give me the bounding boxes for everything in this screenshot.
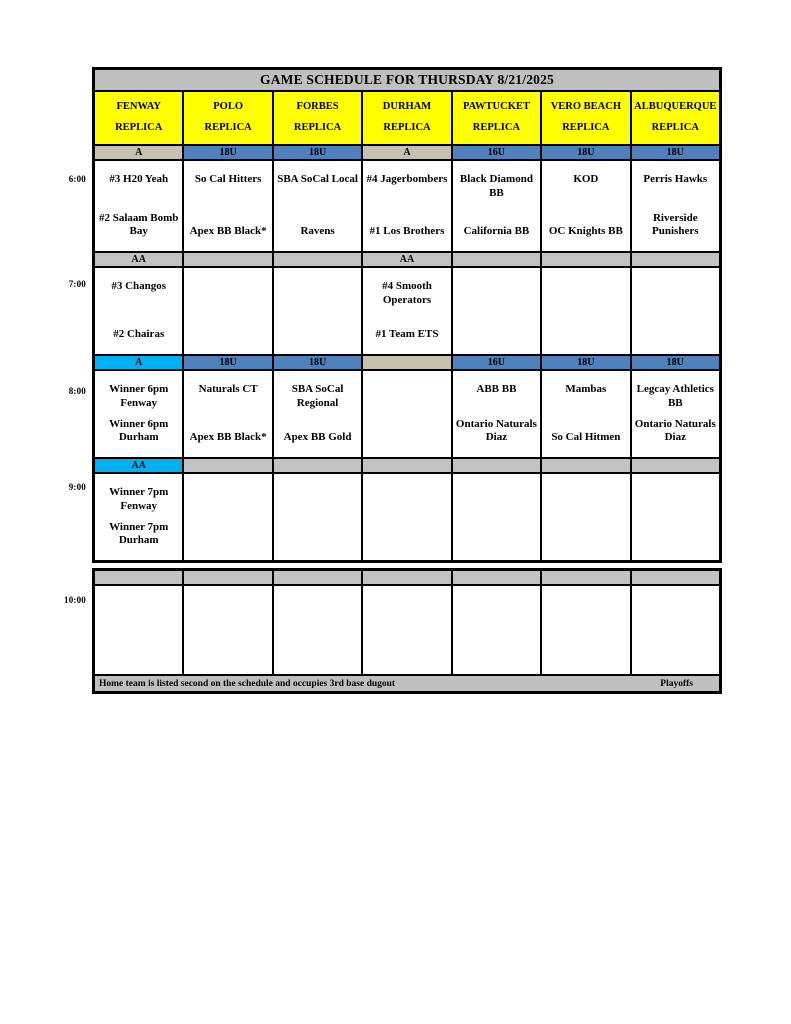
division-cell: [542, 571, 629, 584]
division-label: A: [135, 146, 143, 158]
division-label: 18U: [577, 146, 595, 158]
column-header: [632, 92, 719, 144]
team-name-away: Winner 6pm Fenway: [109, 383, 169, 409]
team-name-home: Riverside Punishers: [652, 211, 699, 238]
team-name-away: KOD: [573, 173, 599, 185]
game-row: [95, 161, 719, 251]
division-cell: [453, 146, 540, 159]
venue-sub-label: REPLICA: [562, 122, 610, 134]
venue-sub-label: REPLICA: [383, 122, 431, 134]
team-name-home: Apex BB Black*: [189, 225, 267, 238]
division-cell: [453, 356, 540, 369]
team-name-home: So Cal Hitmen: [551, 431, 621, 444]
venue-sub-label: REPLICA: [472, 122, 521, 134]
division-cell: [184, 356, 271, 369]
venue-name: DURHAM: [382, 101, 432, 113]
division-cell: [632, 253, 719, 266]
division-cell: [184, 571, 271, 584]
division-cell: [363, 146, 450, 159]
team-name-away: SBA SoCal Regional: [291, 383, 344, 409]
game-cell: [453, 371, 540, 457]
column-header: [363, 92, 450, 144]
team-name-away: #3 H20 Yeah: [109, 173, 169, 185]
team-name-home: Apex BB Black*: [189, 431, 267, 444]
team-name-away: Naturals CT: [198, 383, 258, 395]
game-cell: [95, 161, 182, 251]
schedule-table: [92, 67, 722, 694]
team-name-away: Mambas: [565, 383, 607, 395]
team-name-away: SBA SoCal Local: [277, 173, 358, 185]
division-cell: [363, 356, 450, 369]
game-cell: [453, 161, 540, 251]
division-cell: [184, 459, 271, 472]
game-cell: [363, 474, 450, 560]
team-name-home: #1 Team ETS: [375, 328, 439, 341]
division-label: A: [135, 356, 143, 368]
game-cell: [184, 586, 271, 674]
game-cell: [95, 474, 182, 560]
division-label: 18U: [666, 356, 684, 368]
team-name-home: California BB: [463, 225, 530, 238]
division-cell: [184, 253, 271, 266]
division-row: [95, 459, 719, 472]
game-cell: [632, 586, 719, 674]
time-label: 7:00: [68, 279, 86, 289]
game-cell: [363, 268, 450, 354]
game-cell: [542, 161, 629, 251]
game-row: [95, 586, 719, 674]
division-label: 18U: [219, 146, 237, 158]
game-cell: [542, 474, 629, 560]
venue-name: FORBES: [296, 101, 339, 113]
team-name-away: ABB BB: [476, 383, 517, 395]
division-cell: [95, 459, 182, 472]
team-name-away: So Cal Hitters: [194, 173, 262, 185]
title-row: [95, 70, 719, 90]
division-row: [95, 146, 719, 159]
division-label: 18U: [308, 146, 327, 158]
division-cell: [542, 146, 629, 159]
game-cell: [363, 586, 450, 674]
game-cell: [632, 161, 719, 251]
division-cell: [274, 571, 361, 584]
game-cell: [274, 371, 361, 457]
team-name-away: Legcay Athletics BB: [636, 383, 714, 409]
division-cell: [453, 459, 540, 472]
game-cell: [542, 268, 629, 354]
game-cell: [184, 161, 271, 251]
schedule-section-upper: [92, 67, 722, 563]
venue-name: VERO BEACH: [550, 101, 621, 113]
game-cell: [632, 474, 719, 560]
game-cell: [184, 474, 271, 560]
game-cell: [184, 268, 271, 354]
division-row: [95, 571, 719, 584]
division-cell: [542, 356, 629, 369]
division-label: AA: [131, 253, 146, 265]
game-cell: [363, 371, 450, 457]
team-name-away: Black Diamond BB: [459, 173, 533, 199]
team-name-home: Winner 7pm Durham: [109, 520, 169, 547]
venue-sub-label: REPLICA: [651, 122, 699, 134]
division-label: AA: [131, 459, 146, 471]
game-cell: [274, 268, 361, 354]
column-header: [95, 92, 182, 144]
division-label: 18U: [219, 356, 237, 368]
division-cell: [95, 253, 182, 266]
team-name-home: Ontario Naturals Diaz: [634, 417, 716, 444]
division-label: AA: [399, 253, 415, 265]
division-label: 18U: [666, 146, 684, 158]
division-cell: [184, 146, 271, 159]
venue-sub-label: REPLICA: [115, 122, 163, 134]
game-cell: [453, 474, 540, 560]
time-label: 8:00: [68, 386, 86, 396]
game-cell: [95, 268, 182, 354]
team-name-away: Winner 7pm Fenway: [109, 486, 169, 512]
game-row: [95, 371, 719, 457]
team-name-home: #2 Salaam Bomb Bay: [98, 211, 179, 238]
venue-sub-label: REPLICA: [293, 122, 342, 134]
team-name-home: Apex BB Gold: [283, 431, 352, 444]
division-cell: [363, 459, 450, 472]
game-cell: [453, 586, 540, 674]
division-cell: [632, 146, 719, 159]
column-header: [542, 92, 629, 144]
game-cell: [95, 371, 182, 457]
division-cell: [363, 571, 450, 584]
venue-name: ALBUQUERQUE: [634, 101, 717, 113]
column-header: [453, 92, 540, 144]
division-cell: [453, 253, 540, 266]
team-name-home: OC Knights BB: [548, 225, 623, 238]
venue-name: FENWAY: [116, 101, 161, 113]
division-label: 18U: [308, 356, 327, 368]
team-name-away: #4 Jagerbombers: [366, 173, 448, 185]
home-team-note: Home team is listed second on the schedule and occupies 3rd base dugout: [99, 678, 396, 689]
team-name-away: #4 Smooth Operators: [382, 280, 432, 306]
game-cell: [274, 161, 361, 251]
venue-name: POLO: [213, 101, 244, 113]
division-cell: [363, 253, 450, 266]
division-cell: [632, 571, 719, 584]
division-cell: [95, 146, 182, 159]
column-header: [184, 92, 271, 144]
division-label: 16U: [487, 146, 506, 158]
column-header: [274, 92, 361, 144]
time-label: 9:00: [68, 482, 86, 492]
playoffs-label: Playoffs: [660, 678, 693, 689]
division-cell: [274, 459, 361, 472]
footer-row: [95, 676, 719, 691]
game-cell: [542, 586, 629, 674]
team-name-home: #2 Chairas: [113, 328, 165, 341]
division-cell: [95, 571, 182, 584]
game-row: [95, 474, 719, 560]
schedule-section-lower: [92, 568, 722, 694]
division-cell: [542, 459, 629, 472]
team-name-home: Winner 6pm Durham: [109, 417, 169, 444]
game-row: [95, 268, 719, 354]
division-cell: [453, 571, 540, 584]
game-cell: [95, 586, 182, 674]
division-cell: [542, 253, 629, 266]
division-row: [95, 356, 719, 369]
division-label: 18U: [577, 356, 595, 368]
team-name-away: #3 Changos: [111, 280, 167, 292]
division-label: 16U: [487, 356, 506, 368]
venue-name: PAWTUCKET: [462, 101, 530, 113]
game-cell: [453, 268, 540, 354]
division-label: A: [403, 146, 411, 158]
team-name-home: #1 Los Brothers: [369, 225, 445, 238]
game-cell: [363, 161, 450, 251]
game-cell: [274, 586, 361, 674]
venue-header-row: [95, 92, 719, 144]
division-cell: [95, 356, 182, 369]
division-cell: [274, 253, 361, 266]
division-cell: [274, 356, 361, 369]
division-row: [95, 253, 719, 266]
division-cell: [274, 146, 361, 159]
game-cell: [542, 371, 629, 457]
team-name-home: Ontario Naturals Diaz: [455, 417, 537, 444]
game-cell: [632, 371, 719, 457]
venue-sub-label: REPLICA: [204, 122, 252, 134]
team-name-home: Ravens: [300, 225, 335, 238]
division-cell: [632, 356, 719, 369]
schedule-title: GAME SCHEDULE FOR THURSDAY 8/21/2025: [95, 70, 719, 90]
time-label: 6:00: [68, 174, 86, 184]
division-cell: [632, 459, 719, 472]
footer-note-bar: [95, 676, 719, 691]
team-name-away: Perris Hawks: [643, 173, 708, 185]
game-cell: [632, 268, 719, 354]
game-cell: [184, 371, 271, 457]
game-cell: [274, 474, 361, 560]
time-label: 10:00: [64, 595, 86, 605]
